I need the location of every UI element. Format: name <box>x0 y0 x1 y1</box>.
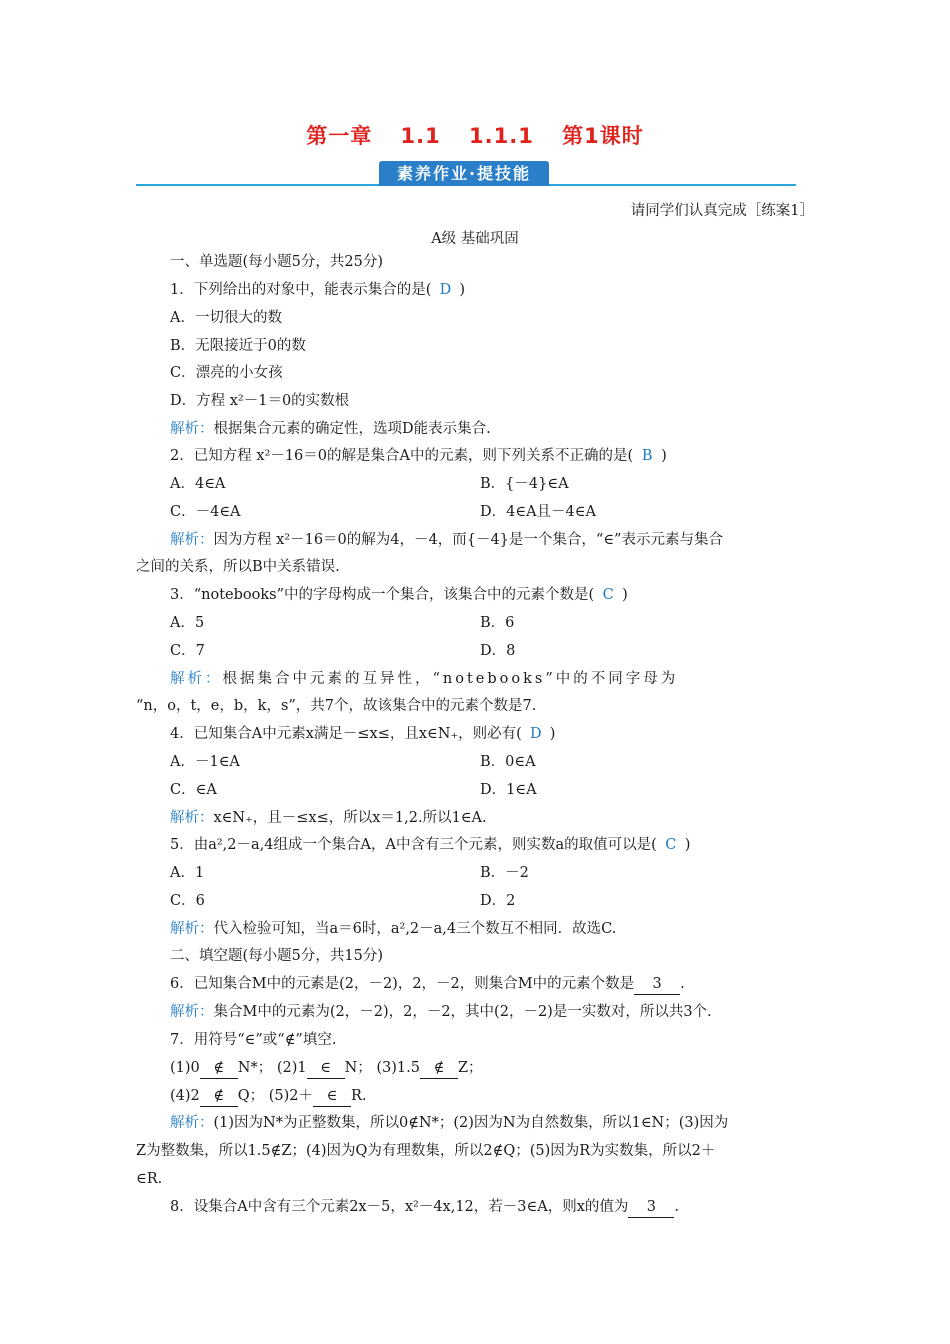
q3-stem: 3．“notebooks”中的字母构成一个集合，该集合中的元素个数是( C ) <box>170 587 628 603</box>
section-fill-blank: 二、填空题(每小题5分，共15分) <box>170 948 383 964</box>
section-single-choice: 一、单选题(每小题5分，共25分) <box>170 254 383 270</box>
q5-answer: C <box>665 837 677 853</box>
q3-solution: 解析：根据集合中元素的互异性，“notebooks”中的不同字母为 <box>170 671 679 687</box>
q1-solution: 解析：根据集合元素的确定性，选项D能表示集合. <box>170 421 491 437</box>
q2-option-a: A．4∈A <box>170 476 226 492</box>
q2-stem: 2．已知方程 x²－16＝0的解是集合A中的元素，则下列关系不正确的是( B ) <box>170 448 667 464</box>
q4-option-a: A．－1∈A <box>170 754 240 770</box>
q8-stem: 8．设集合A中含有三个元素2x－5，x²－4x,12，若－3∈A，则x的值为 3 . <box>170 1197 679 1218</box>
q7-solution-cont: Z为整数集，所以1.5∉Z；(4)因为Q为有理数集，所以2∉Q；(5)因为R为实数集，所以2＋ <box>136 1143 716 1159</box>
q4-option-d: D．1∈A <box>480 782 537 798</box>
q1-stem: 1．下列给出的对象中，能表示集合的是( D ) <box>170 282 466 298</box>
q2-option-c: C．－4∈A <box>170 504 241 520</box>
q8-answer-blank: 3 <box>628 1197 674 1218</box>
q4-stem: 4．已知集合A中元素x满足－≤x≤，且x∈N₊，则必有( D ) <box>170 726 556 742</box>
q5-option-d: D．2 <box>480 893 516 909</box>
q5-option-a: A．1 <box>170 865 205 881</box>
q7-stem: 7．用符号“∈”或“∉”填空. <box>170 1032 337 1048</box>
title-lesson: 第1课时 <box>562 124 644 148</box>
q3-option-b: B．6 <box>480 615 515 631</box>
q7-row1: (1)0 ∉ N*； (2)1 ∈ N； (3)1.5 ∉ Z； <box>170 1058 483 1079</box>
solution-label: 解析： <box>170 421 214 437</box>
q4-solution: 解析：x∈N₊，且－≤x≤，所以x＝1,2.所以1∈A. <box>170 810 487 826</box>
q5-option-c: C．6 <box>170 893 205 909</box>
q3-option-c: C．7 <box>170 643 205 659</box>
q1-option-a: A．一切很大的数 <box>170 310 282 326</box>
q2-solution: 解析：因为方程 x²－16＝0的解为4，－4，而{－4}是一个集合，“∈”表示元素与集合 <box>170 532 723 548</box>
level-heading: A级 基础巩固 <box>431 231 519 247</box>
q2-option-d: D．4∈A且－4∈A <box>480 504 596 520</box>
q7-blank-1: ∉ <box>200 1058 238 1079</box>
q7-blank-3: ∉ <box>420 1058 458 1079</box>
q3-option-d: D．8 <box>480 643 516 659</box>
q1-option-b: B．无限接近于0的数 <box>170 338 306 354</box>
q3-answer: C <box>602 587 614 603</box>
q5-option-b: B．－2 <box>480 865 529 881</box>
q4-option-c: C．∈A <box>170 782 217 798</box>
q4-answer: D <box>529 726 542 742</box>
banner-label: 素养作业·提技能 <box>379 161 549 186</box>
q1-option-c: C．漂亮的小女孩 <box>170 365 283 381</box>
q6-answer-blank: 3 <box>634 974 680 995</box>
q4-option-b: B．0∈A <box>480 754 536 770</box>
title-subsection: 1.1.1 <box>469 124 534 148</box>
q3-option-a: A．5 <box>170 615 205 631</box>
q1-answer: D <box>439 282 452 298</box>
practice-note: 请同学们认真完成［练案1］ <box>630 203 814 219</box>
q2-solution-cont: 之间的关系，所以B中关系错误. <box>136 559 340 575</box>
q7-row2: (4)2 ∉ Q； (5)2＋ ∈ R. <box>170 1086 367 1107</box>
q5-stem: 5．由a²,2－a,4组成一个集合A，A中含有三个元素，则实数a的取值可以是( C ) <box>170 837 691 853</box>
q7-blank-2: ∈ <box>307 1058 345 1079</box>
title-section: 1.1 <box>400 124 441 148</box>
q7-solution-end: ∈R. <box>136 1171 163 1187</box>
page-title <box>0 120 950 150</box>
q6-solution: 解析：集合M中的元素为(2，－2)，2，－2，其中(2，－2)是一实数对，所以共3个. <box>170 1004 712 1020</box>
q3-solution-cont: “n，o，t，e，b，k，s”，共7个，故该集合中的元素个数是7. <box>136 698 537 714</box>
q2-answer: B <box>641 448 653 464</box>
q7-solution: 解析：(1)因为N*为正整数集，所以0∉N*；(2)因为N为自然数集，所以1∈N；(3)因为 <box>170 1115 729 1131</box>
q7-blank-5: ∈ <box>313 1086 351 1107</box>
q1-option-d: D．方程 x²－1＝0的实数根 <box>170 393 350 409</box>
q7-blank-4: ∉ <box>200 1086 238 1107</box>
q6-stem: 6．已知集合M中的元素是(2，－2)，2，－2，则集合M中的元素个数是 3 . <box>170 974 685 995</box>
title-chapter: 第一章 <box>306 124 373 148</box>
q2-option-b: B．{－4}∈A <box>480 476 569 492</box>
q5-solution: 解析：代入检验可知，当a＝6时，a²,2－a,4三个数互不相同．故选C. <box>170 921 617 937</box>
